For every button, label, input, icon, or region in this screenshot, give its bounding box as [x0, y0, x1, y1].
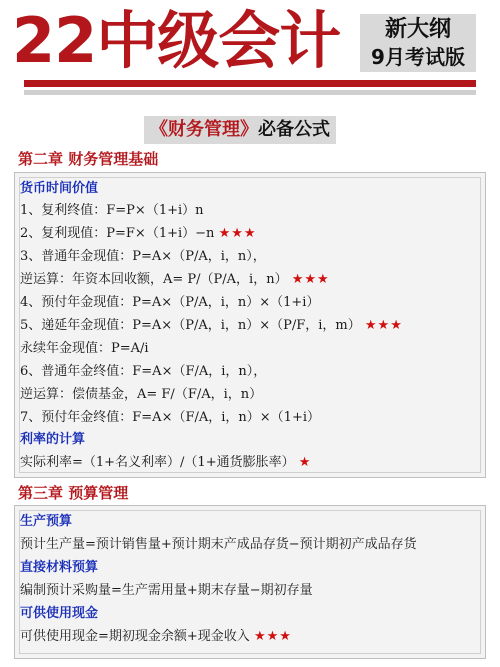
- section-production-budget: 生产预算: [20, 514, 73, 529]
- section-time-value: 货币时间价值: [20, 181, 99, 196]
- section-interest-rate: 利率的计算: [20, 432, 86, 447]
- formula-text: 逆运算：年资本回收额，A= P/（P/A，i，n）: [20, 272, 288, 287]
- edition-badge: [360, 14, 476, 72]
- subtitle-book-name: 《财务管理》: [150, 119, 258, 140]
- formula-row: [20, 407, 320, 429]
- formula-row: [20, 269, 330, 291]
- importance-stars: ★★★: [364, 318, 403, 333]
- formula-text: 永续年金现值：P=A/i: [20, 341, 149, 356]
- formula-row: [20, 534, 417, 556]
- chapter2-heading: 第二章 财务管理基础: [18, 150, 159, 168]
- formula-text: 逆运算：偿债基金，A= F/（F/A，i，n）: [20, 387, 263, 402]
- formula-row: [20, 338, 149, 360]
- document-subtitle: [144, 116, 336, 144]
- chapter3-heading: 第三章 预算管理: [18, 484, 129, 502]
- section-material-budget: 直接材料预算: [20, 560, 99, 575]
- header-divider-gray: [24, 90, 476, 95]
- edition-line2: 9月考试版: [371, 45, 465, 69]
- formula-row: [20, 292, 319, 314]
- formula-text: 7、预付年金终值：F=A×（F/A，i，n）×（1+i）: [20, 410, 320, 425]
- formula-row: [20, 223, 257, 245]
- formula-text: 预计生产量=预计销售量+预计期末产成品存货−预计期初产成品存货: [20, 537, 417, 552]
- formula-row: [20, 361, 266, 383]
- formula-text: 4、预付年金现值：P=A×（P/A，i，n）×（1+i）: [20, 295, 320, 310]
- formula-row: [20, 384, 262, 406]
- formula-row: [20, 580, 313, 602]
- importance-stars: ★★★: [291, 272, 330, 287]
- formula-row: [20, 626, 292, 648]
- formula-text: 3、普通年金现值：P=A×（P/A，i，n），: [20, 249, 266, 264]
- header: [0, 0, 500, 100]
- formula-text: 实际利率=（1+名义利率）/（1+通货膨胀率）: [20, 455, 295, 470]
- formula-text: 编制预计采购量=生产需用量+期末存量−期初存量: [20, 583, 313, 598]
- formula-row: [20, 315, 403, 337]
- edition-line1: 新大纲: [384, 17, 451, 42]
- formula-row: [20, 246, 266, 268]
- subtitle-suffix: 必备公式: [258, 119, 330, 140]
- formula-text: 5、递延年金现值：P=A×（P/A，i，n）×（P/F，i，m）: [20, 318, 361, 333]
- formula-row: [20, 452, 311, 474]
- formula-row: [20, 200, 204, 222]
- section-available-cash: 可供使用现金: [20, 606, 99, 621]
- formula-text: 6、普通年金终值：F=A×（F/A，i，n），: [20, 364, 267, 379]
- importance-stars: ★: [298, 455, 312, 470]
- importance-stars: ★★★: [253, 629, 292, 644]
- header-divider-red: [24, 80, 476, 87]
- main-title: 22中级会计: [12, 4, 341, 77]
- formula-text: 可供使用现金=期初现金余额+现金收入: [20, 629, 250, 644]
- importance-stars: ★★★: [218, 226, 257, 241]
- formula-text: 1、复利终值：F=P×（1+i）n: [20, 203, 204, 218]
- formula-text: 2、复利现值：P=F×（1+i）−n: [20, 226, 215, 241]
